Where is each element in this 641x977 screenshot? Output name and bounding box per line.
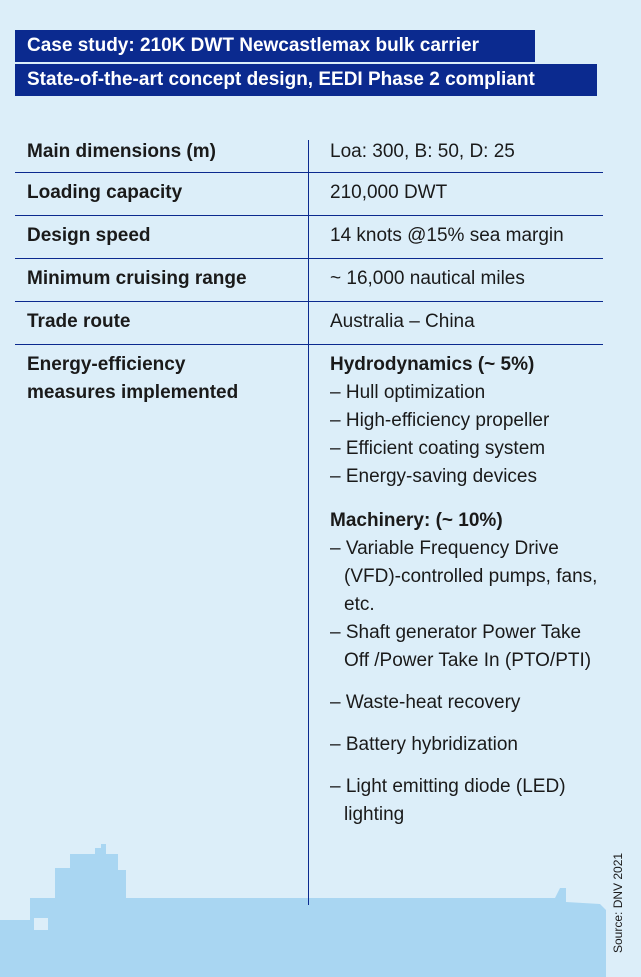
list-item: – Efficient coating system xyxy=(330,438,546,459)
list-item: – Battery hybridization xyxy=(330,734,518,755)
title-banner: Case study: 210K DWT Newcastlemax bulk carrier xyxy=(15,30,535,62)
row-value: Australia – China xyxy=(330,311,475,332)
list-item: – Variable Frequency Drive (VFD)-controlled pumps, fans, etc. xyxy=(330,538,598,615)
row-label: Minimum cruising range xyxy=(27,268,247,289)
row-label: Design speed xyxy=(27,225,151,246)
list-item: – Light emitting diode (LED) lighting xyxy=(330,776,566,825)
list-item: – High-efficiency propeller xyxy=(330,410,550,431)
table-row xyxy=(15,173,603,216)
machinery-title: Machinery: (~ 10%) xyxy=(330,510,503,531)
measures-list xyxy=(330,351,600,829)
hydrodynamics-title: Hydrodynamics (~ 5%) xyxy=(330,354,535,375)
table-row xyxy=(15,216,603,259)
row-label: Main dimensions (m) xyxy=(27,141,216,162)
row-value: Loa: 300, B: 50, D: 25 xyxy=(330,141,515,162)
subtitle-banner: State-of-the-art concept design, EEDI Phase 2 compliant xyxy=(15,64,597,96)
list-item: – Energy-saving devices xyxy=(330,466,537,487)
row-value: ~ 16,000 nautical miles xyxy=(330,268,525,289)
row-value: 210,000 DWT xyxy=(330,182,448,203)
row-label: Trade route xyxy=(27,311,131,332)
measures-label-line1: Energy-efficiency xyxy=(27,354,186,375)
list-item: – Hull optimization xyxy=(330,382,486,403)
list-item: – Shaft generator Power Take Off /Power Take In (PTO/PTI) xyxy=(330,622,592,671)
measures-label-line2: measures implemented xyxy=(27,382,239,403)
row-label: Loading capacity xyxy=(27,182,183,203)
row-value: 14 knots @15% sea margin xyxy=(330,225,564,246)
ship-silhouette-icon xyxy=(0,840,641,977)
table-row xyxy=(15,259,603,302)
list-item: – Waste-heat recovery xyxy=(330,692,521,713)
table-row xyxy=(15,140,603,173)
table-row xyxy=(15,302,603,345)
source-note: Source: DNV 2021 xyxy=(611,852,625,953)
